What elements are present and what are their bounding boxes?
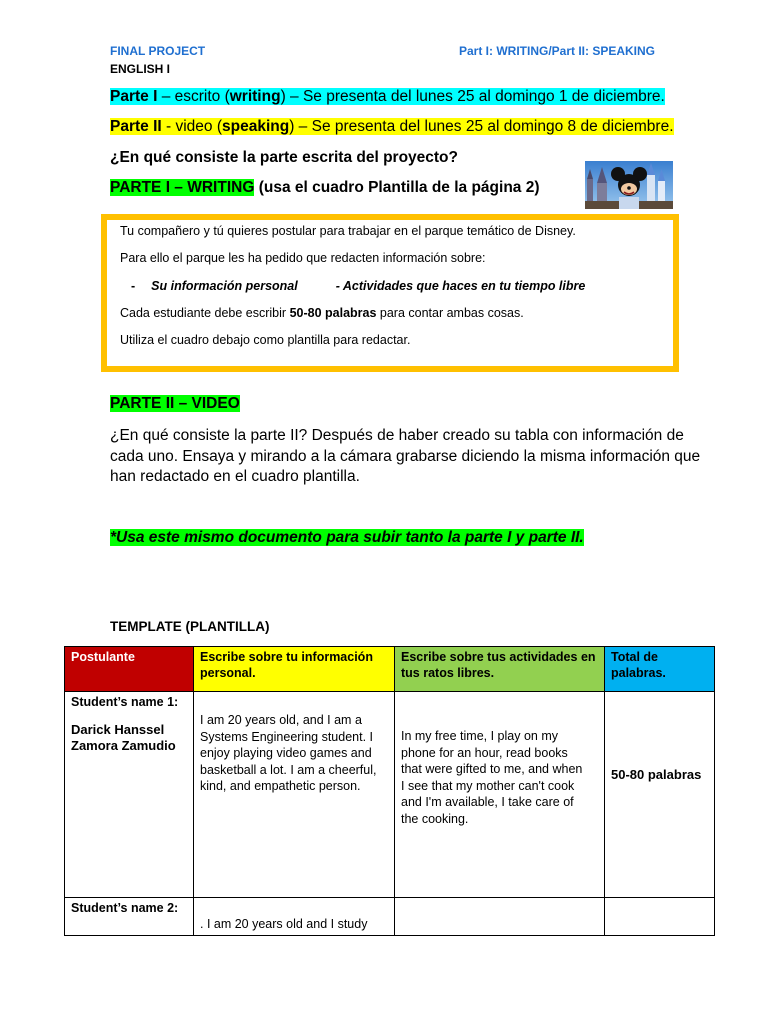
student-2-activities-cell[interactable] bbox=[395, 898, 605, 936]
box-line-4: Cada estudiante debe escribir 50-80 palabras para contar ambas cosas. bbox=[120, 306, 524, 320]
student-1-activities-text: In my free time, I play on my phone for an hour, read books that were gifted to me, and when I see that my mother can't cook and I'm available, I take care of the cooking. bbox=[401, 729, 583, 826]
student-1-personal-cell[interactable] bbox=[194, 692, 395, 898]
upload-note: *Usa este mismo documento para subir tanto la parte I y parte II. bbox=[110, 529, 584, 546]
header-free-time: Escribe sobre tus actividades en tus ratos libres. bbox=[395, 647, 605, 692]
student-2-personal-cell[interactable] bbox=[194, 898, 395, 936]
question-writing: ¿En qué consiste la parte escrita del proyecto? bbox=[110, 149, 458, 166]
part2-paragraph: ¿En qué consiste la parte II? Después de haber creado su tabla con información de cada uno. Ensaya y mirando a la cámara grabarse diciendo la misma información que han redactado en el cuadro plantilla. bbox=[110, 427, 701, 485]
student-2-cell bbox=[65, 898, 194, 936]
student-2-total-cell bbox=[605, 898, 715, 936]
part1-line: Parte I – escrito (writing) – Se presenta del lunes 25 al domingo 1 de diciembre. bbox=[110, 88, 665, 105]
student-1-total: 50-80 palabras bbox=[611, 766, 702, 782]
student-1-activities-cell[interactable] bbox=[395, 692, 605, 898]
part1-heading: PARTE I – WRITING (usa el cuadro Plantilla de la página 2) bbox=[110, 179, 540, 196]
part2-line: Parte II - video (speaking) – Se presenta del lunes 25 al domingo 8 de diciembre. bbox=[110, 118, 674, 135]
student-1-cell bbox=[65, 692, 194, 898]
part1-label: Parte I bbox=[110, 88, 158, 105]
header-word-count: Total de palabras. bbox=[605, 647, 715, 692]
student-1-label: Student’s name 1: bbox=[71, 695, 179, 709]
header-postulante: Postulante bbox=[65, 647, 194, 692]
instructions-box bbox=[101, 214, 679, 372]
template-table bbox=[64, 646, 715, 936]
student-2-label: Student’s name 2: bbox=[71, 901, 179, 915]
box-line-1: Tu compañero y tú quieres postular para trabajar en el parque temático de Disney. bbox=[120, 224, 576, 238]
student-1-total-cell bbox=[605, 692, 715, 898]
header-personal-info: Escribe sobre tu información personal. bbox=[194, 647, 395, 692]
box-line-2: Para ello el parque les ha pedido que redacten información sobre: bbox=[120, 251, 486, 265]
part2-heading: PARTE II – VIDEO bbox=[110, 395, 240, 412]
disney-image bbox=[585, 161, 673, 209]
box-line-5: Utiliza el cuadro debajo como plantilla para redactar. bbox=[120, 333, 411, 347]
table-header-row bbox=[65, 647, 715, 692]
template-title: TEMPLATE (PLANTILLA) bbox=[110, 619, 270, 634]
header-final-project: FINAL PROJECT bbox=[110, 44, 206, 58]
table-row bbox=[65, 692, 715, 898]
header-parts: Part I: WRITING/Part II: SPEAKING bbox=[459, 44, 656, 58]
box-bullets: - Su información personal - Actividades que haces en tu tiempo libre bbox=[131, 279, 586, 293]
student-1-personal-text: I am 20 years old, and I am a Systems Engineering student. I enjoy playing video games and basketball a lot. I am a cheerful, kind, and empathetic person. bbox=[200, 713, 377, 793]
course-name: ENGLISH I bbox=[110, 62, 171, 76]
student-2-personal-text: . I am 20 years old and I study bbox=[200, 917, 368, 931]
student-1-name: Darick Hanssel Zamora Zamudio bbox=[71, 722, 176, 753]
table-row bbox=[65, 898, 715, 936]
part2-label: Parte II bbox=[110, 118, 162, 135]
